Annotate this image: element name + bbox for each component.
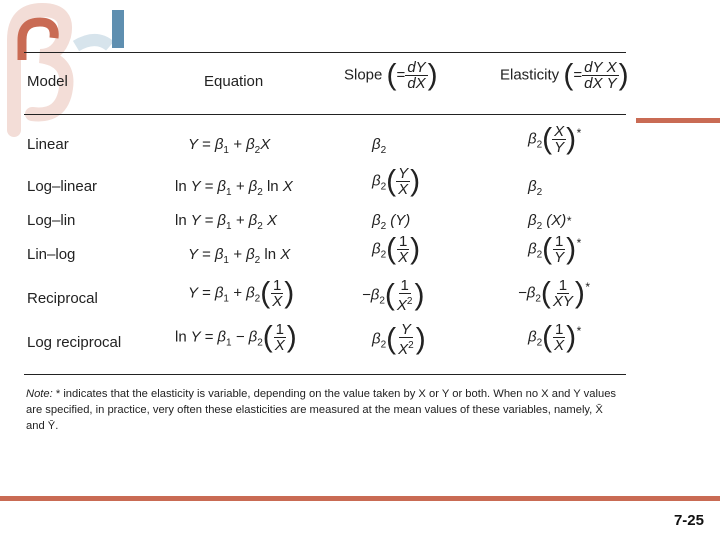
header-elasticity: Elasticity (= $\frac{\text{dY X}}{\text{dX Y}}$ ) (500, 58, 629, 92)
accent-line-bottom (0, 496, 720, 501)
header-slope: Slope (= $\frac{dY}{dX}$ ) (344, 58, 438, 92)
slope-log-lin: $\beta_2$ (Y) (372, 212, 411, 232)
table-bottom-rule (24, 374, 626, 375)
table-top-rule (24, 52, 626, 53)
slope-lin-log: $\beta_2$( $\frac{1}{X}$ ) (372, 232, 421, 266)
elasticity-lin-log: $\beta_2$( $\frac{1}{Y}$ )* (528, 232, 581, 266)
elasticity-log-reciprocal: $\beta_2$( $\frac{1}{X}$ )* (528, 320, 581, 354)
model-lin-log: Lin–log (27, 246, 76, 263)
header-elasticity-label: Elasticity (500, 66, 560, 84)
header-slope-label: Slope (344, 66, 383, 84)
footnote-text: * indicates that the elasticity is variable, depending on the value taken by X or Y or both. When no X and Y values are specified, in practice, very often these elasticities are measured at the mean values of these variables, namely, X̄ and Ȳ. (26, 388, 617, 432)
model-log-linear: Log–linear (27, 178, 98, 195)
slope-log-linear: $\beta_2$( $\frac{Y}{X}$ ) (372, 164, 421, 198)
equation-linear: $Y = \beta_1 + \beta_2X$ (188, 136, 271, 156)
elasticity-log-linear: $\beta_2$ (528, 178, 543, 198)
equation-log-reciprocal: $\ln Y = \beta_1 - \beta_2$( $\frac{1}{X}$ ) (175, 320, 297, 354)
table-header-rule (24, 114, 626, 115)
slope-reciprocal: $-\beta_2$( $\frac{1}{X^2}$ ) (362, 277, 425, 314)
slope-linear: $\beta_2$ (372, 136, 387, 156)
elasticity-reciprocal: $-\beta_2$( $\frac{1}{XY}$ )* (518, 276, 590, 310)
model-log-reciprocal: Log reciprocal (27, 334, 122, 351)
header-model: Model (27, 73, 68, 90)
beta-logo (0, 0, 140, 140)
equation-log-linear: $\ln Y = \beta_1 + \beta_2$ ln X (175, 178, 293, 198)
accent-line-right (636, 118, 720, 123)
footnote-label: Note: (26, 388, 53, 400)
equation-reciprocal: $Y = \beta_1 + \beta_2$( $\frac{1}{X}$ ) (188, 276, 295, 310)
model-reciprocal: Reciprocal (27, 290, 98, 307)
page-number: 7-25 (673, 512, 704, 529)
model-log-lin: Log–lin (27, 212, 76, 229)
elasticity-log-lin: $\beta_2$ (X)* (528, 212, 571, 232)
slope-log-reciprocal: $\beta_2$( $\frac{Y}{X^2}$ ) (372, 321, 426, 358)
equation-lin-log: $Y = \beta_1 + \beta_2$ ln X (188, 246, 291, 266)
header-equation: Equation (204, 73, 264, 90)
equation-log-lin: $\ln Y = \beta_1 + \beta_2$ X (175, 212, 277, 232)
table-footnote (26, 386, 616, 434)
model-linear: Linear (27, 136, 69, 153)
elasticity-linear: $\beta_2$( $\frac{X}{Y}$ )* (528, 122, 581, 156)
